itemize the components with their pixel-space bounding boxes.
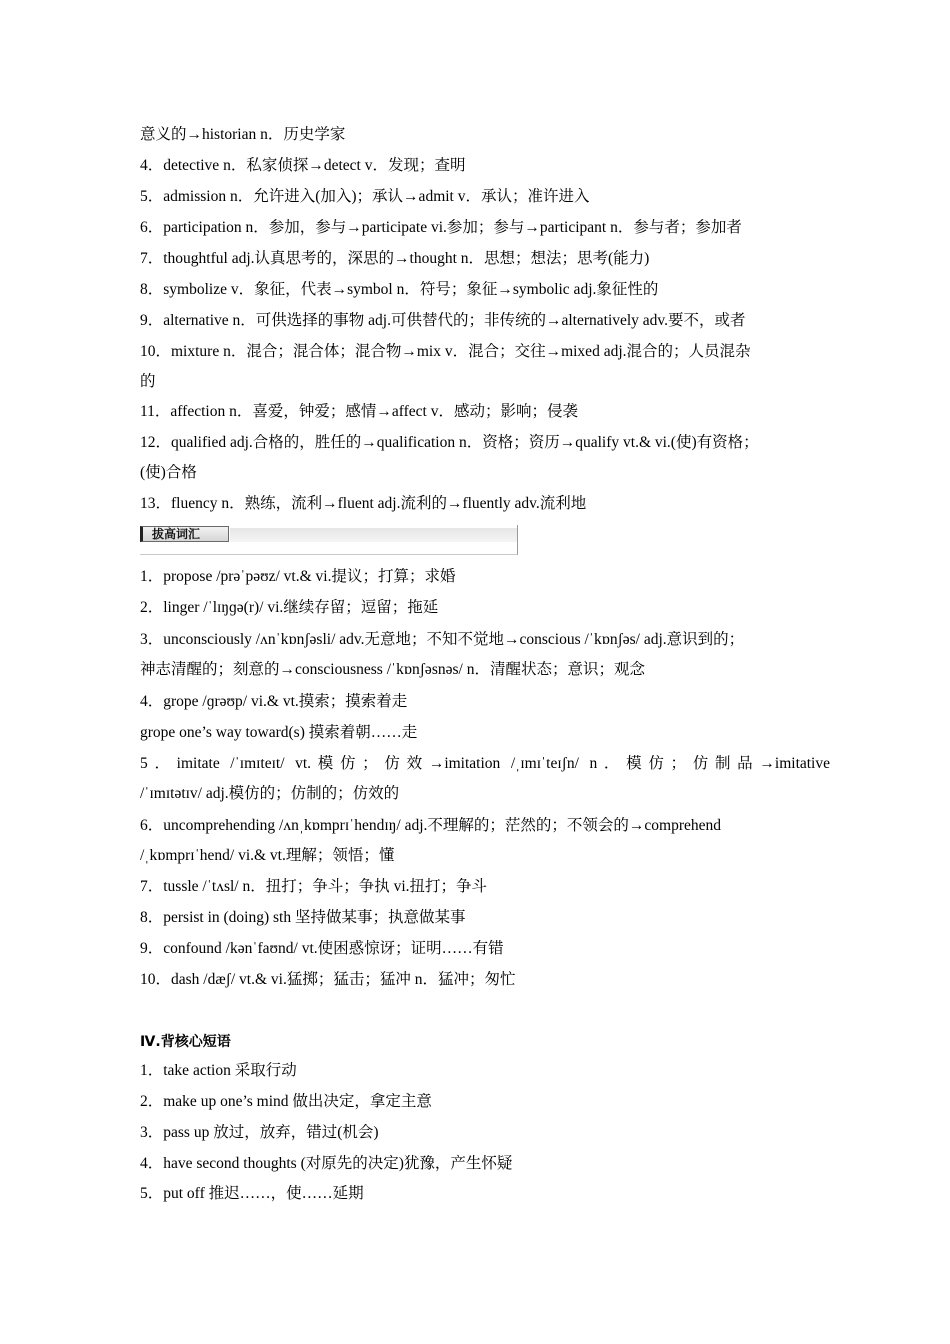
text-line: 11．affection n．喜爱，钟爱；感情→affect v．感动；影响；侵袭 bbox=[140, 403, 578, 420]
section-title: 拔高词汇 bbox=[140, 526, 229, 542]
text-line: 12．qualified adj.合格的，胜任的→qualification n．资格；资历→qualify vt.& vi.(使)有资格； bbox=[140, 434, 759, 451]
text-line: 1．take action 采取行动 bbox=[140, 1062, 297, 1079]
text-line: 7．thoughtful adj.认真思考的，深思的→thought n．思想；想法；思考(能力) bbox=[140, 250, 650, 267]
text-line: /ˈɪmɪtətɪv/ adj.模仿的；仿制的；仿效的 bbox=[140, 785, 400, 802]
text-line: 9．alternative n．可供选择的事物 adj.可供替代的；非传统的→alternatively adv.要不，或者 bbox=[140, 312, 746, 329]
text-line: 8．persist in (doing) sth 坚持做某事；执意做某事 bbox=[140, 909, 466, 926]
text-line: 2．linger /ˈlɪŋɡə(r)/ vi.继续存留；逗留；拖延 bbox=[140, 599, 439, 616]
text-line: 5．imitate /ˈɪmɪteɪt/ vt.模仿；仿效→imitation /ˌɪmɪˈteɪʃn/ n．模仿；仿制品→imitative bbox=[140, 755, 830, 772]
text-line: 10．mixture n．混合；混合体；混合物→mix v．混合；交往→mixed adj.混合的；人员混杂 bbox=[140, 343, 751, 360]
text-line: 意义的→historian n．历史学家 bbox=[140, 126, 346, 143]
text-line: 4．have second thoughts (对原先的决定)犹豫，产生怀疑 bbox=[140, 1155, 513, 1172]
section-heading-text: Ⅳ.背核心短语 bbox=[140, 1034, 231, 1050]
text-line: 3．pass up 放过，放弃，错过(机会) bbox=[140, 1124, 379, 1141]
section-header-bar bbox=[140, 525, 518, 555]
text-line: 5．admission n．允许进入(加入)；承认→admit v．承认；准许进入 bbox=[140, 188, 590, 205]
text-line: 7．tussle /ˈtʌsl/ n．扭打；争斗；争执 vi.扭打；争斗 bbox=[140, 878, 488, 895]
text-line: 8．symbolize v．象征，代表→symbol n．符号；象征→symbolic adj.象征性的 bbox=[140, 281, 659, 298]
text-line: grope one’s way toward(s) 摸索着朝……走 bbox=[140, 724, 418, 741]
section-header-fill bbox=[230, 528, 517, 542]
text-line: 5．put off 推迟……，使……延期 bbox=[140, 1185, 364, 1202]
section-heading bbox=[140, 1032, 231, 1052]
text-line: /ˌkɒmprɪˈhend/ vi.& vt.理解；领悟；懂 bbox=[140, 847, 395, 864]
text-line: 1．propose /prəˈpəʊz/ vt.& vi.提议；打算；求婚 bbox=[140, 568, 456, 585]
text-line: 6．participation n．参加，参与→participate vi.参加；参与→participant n．参与者；参加者 bbox=[140, 219, 742, 236]
text-line: 13．fluency n．熟练，流利→fluent adj.流利的→fluently adv.流利地 bbox=[140, 495, 587, 512]
text-line: 2．make up one’s mind 做出决定，拿定主意 bbox=[140, 1093, 432, 1110]
text-line: 4．detective n．私家侦探→detect v．发现；查明 bbox=[140, 157, 466, 174]
text-line: 6．uncomprehending /ʌnˌkɒmprɪˈhendɪŋ/ adj.不理解的；茫然的；不领会的→comprehend bbox=[140, 817, 722, 834]
text-line: 的 bbox=[140, 373, 156, 390]
text-line: (使)合格 bbox=[140, 464, 197, 481]
text-line: 神志清醒的；刻意的→consciousness /ˈkɒnʃəsnəs/ n．清醒状态；意识；观念 bbox=[140, 661, 645, 678]
text-line: 10．dash /dæʃ/ vt.& vi.猛掷；猛击；猛冲 n．猛冲；匆忙 bbox=[140, 971, 516, 988]
text-line: 3．unconsciously /ʌnˈkɒnʃəsli/ adv.无意地；不知不觉地→conscious /ˈkɒnʃəs/ adj.意识到的； bbox=[140, 631, 745, 648]
text-line: 9．confound /kənˈfaʊnd/ vt.使困惑惊讶；证明……有错 bbox=[140, 940, 504, 957]
text-line: 4．grope /ɡrəʊp/ vi.& vt.摸索；摸索着走 bbox=[140, 693, 408, 710]
